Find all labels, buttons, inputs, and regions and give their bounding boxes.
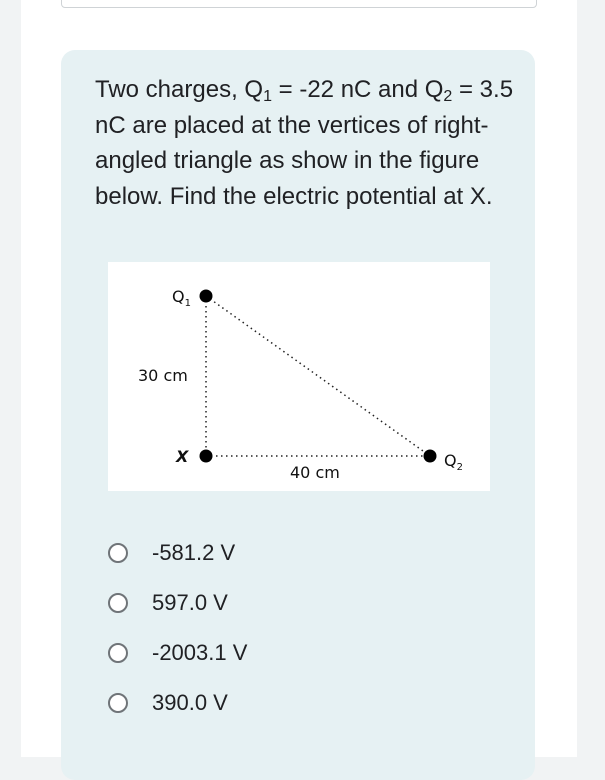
x-point [200,450,213,463]
radio-button[interactable] [108,543,128,563]
q1-label: $Q_1$ [172,287,191,309]
radio-button[interactable] [108,643,128,663]
vertical-length-label: 30 cm [138,366,188,385]
radio-button[interactable] [108,693,128,713]
question-card [61,50,535,780]
previous-question-box [61,0,537,8]
q2-label: $Q_2$ [444,451,463,473]
question-text [95,72,515,214]
answer-option-label: 597.0 V [152,590,228,615]
triangle-figure [108,262,490,491]
q1-point [200,290,213,303]
answer-option-label: -581.2 V [152,540,236,565]
hypotenuse-line [206,296,430,456]
answer-option[interactable] [108,628,508,678]
answer-option-label: -2003.1 V [152,640,248,665]
q2-point [424,450,437,463]
question-subscript: 1 [263,88,272,105]
page-sheet [21,0,577,757]
answer-option[interactable] [108,528,508,578]
question-text-part: Two charges, Q [95,76,264,103]
radio-button[interactable] [108,593,128,613]
answer-options [108,528,508,728]
horizontal-length-label: 40 cm [290,463,340,482]
answer-option[interactable] [108,678,508,728]
question-text-part: = -22 nC and Q [271,76,444,103]
question-subscript: 2 [443,88,453,105]
x-label: X [176,447,189,466]
question-text-part: = 3.5 nC are placed at the vertices of right-angled triangle as show in the figure below. Find the electric potential at X. [95,76,514,210]
answer-option-label: 390.0 V [152,690,228,715]
answer-option[interactable] [108,578,508,628]
